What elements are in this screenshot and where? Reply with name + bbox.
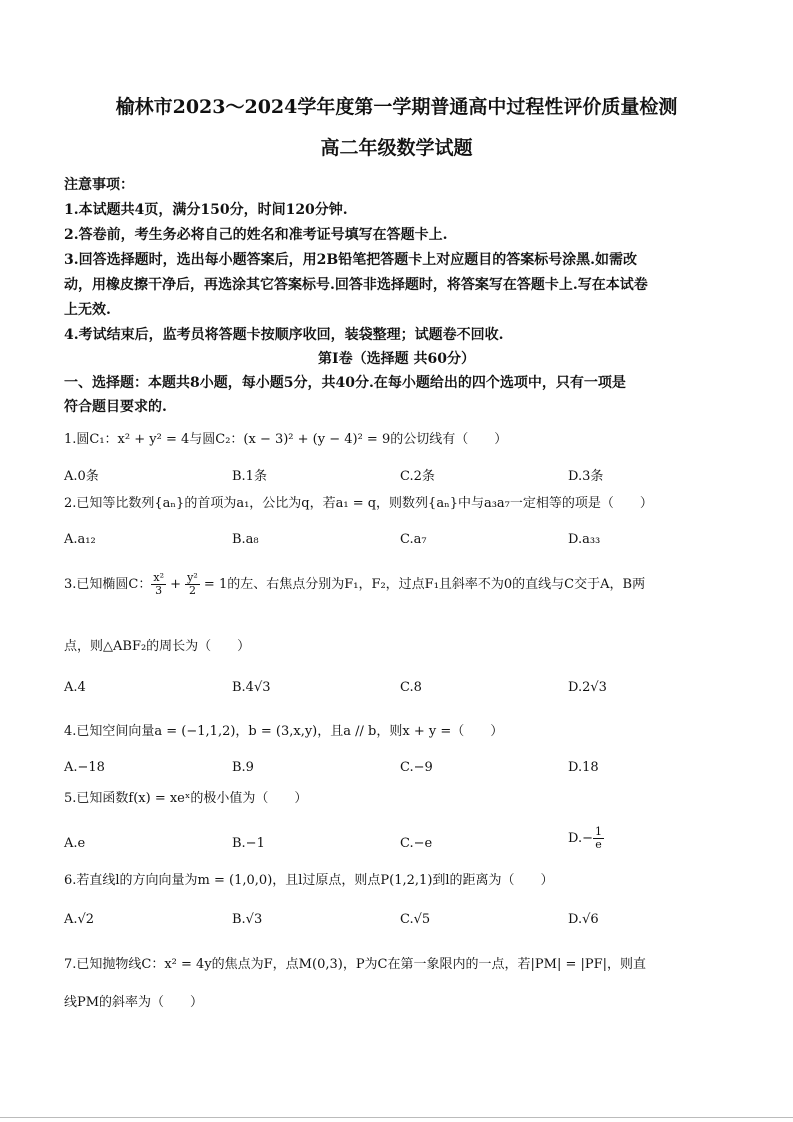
q6-option-b: B.√3: [232, 912, 263, 927]
q5-optd-num: 1: [594, 825, 602, 838]
question-4: 4.已知空间向量a = (−1,1,2)，b = (3,x,y)，且a // b，则x + y =（ ）: [64, 724, 504, 739]
q3-option-a: A.4: [64, 680, 86, 695]
notice-item-3a: 3.回答选择题时，选出每小题答案后，用2B铅笔把答题卡上对应题目的答案标号涂黑.如需改: [64, 252, 638, 268]
q5-option-c: C.−e: [400, 836, 433, 851]
q3-fraction-x: [151, 572, 166, 597]
q4-option-b: B.9: [232, 760, 254, 775]
section-heading-b: 符合题目要求的.: [64, 399, 167, 415]
q6-option-d: D.√6: [568, 912, 599, 927]
q5-optd-den: e: [595, 838, 602, 851]
q1-option-a: A.0条: [64, 469, 99, 484]
question-7: 7.已知抛物线C：x² = 4y的焦点为F，点M(0,3)，P为C在第一象限内的一点，若|PM| = |PF|，则直: [64, 957, 647, 972]
q3-frac2-den: 2: [188, 584, 196, 597]
q2-option-d: D.a₃₃: [568, 532, 601, 547]
q1-option-b: B.1条: [232, 469, 267, 484]
q3-frac2-num: y²: [187, 571, 198, 584]
section-heading-a: 一、选择题：本题共8小题，每小题5分，共40分.在每小题给出的四个选项中，只有一项是: [64, 375, 626, 391]
q5-option-a: A.e: [64, 836, 86, 851]
q3-frac1-num: x²: [153, 571, 164, 584]
q3-suffix: = 1的左、右焦点分别为F₁，F₂，过点F₁且斜率不为0的直线与C交于A，B两: [199, 577, 646, 592]
q3-option-b: B.4√3: [232, 680, 271, 695]
notice-item-1: 1.本试题共4页，满分150分，时间120分钟.: [64, 202, 348, 218]
notice-item-3b: 动，用橡皮擦干净后，再选涂其它答案标号.回答非选择题时，将答案写在答题卡上.写在本试卷: [64, 277, 648, 293]
question-1: 1.圆C₁：x² + y² = 4与圆C₂：(x − 3)² + (y − 4)² = 9的公切线有（ ）: [64, 432, 508, 447]
question-6: 6.若直线l的方向向量为m = (1,0,0)，且l过原点，则点P(1,2,1)到l的距离为（ ）: [64, 873, 554, 888]
q5-option-b: B.−1: [232, 836, 265, 851]
question-5: 5.已知函数f(x) = xeˣ的极小值为（ ）: [64, 791, 308, 806]
q6-option-c: C.√5: [400, 912, 431, 927]
notice-item-4: 4.考试结束后，监考员将答题卡按顺序收回，装袋整理；试题卷不回收.: [64, 327, 504, 343]
notice-item-2: 2.答卷前，考生务必将自己的姓名和准考证号填写在答题卡上.: [64, 227, 448, 243]
notice-heading: 注意事项：: [64, 177, 134, 193]
question-2: 2.已知等比数列{aₙ}的首项为a₁，公比为q，若a₁ = q，则数列{aₙ}中与a₃a₇一定相等的项是（ ）: [64, 496, 653, 511]
q2-option-a: A.a₁₂: [64, 532, 96, 547]
q3-prefix: 3.已知椭圆C：: [64, 577, 152, 592]
q4-option-d: D.18: [568, 760, 599, 775]
q3-frac1-den: 3: [155, 584, 163, 597]
bottom-divider: [0, 1117, 793, 1118]
q2-option-c: C.a₇: [400, 532, 427, 547]
q3-option-d: D.2√3: [568, 680, 607, 695]
notice-item-3c: 上无效.: [64, 302, 111, 318]
q1-option-d: D.3条: [568, 469, 604, 484]
q3-option-c: C.8: [400, 680, 422, 695]
question-3-line2: 点，则△ABF₂的周长为（ ）: [64, 639, 251, 654]
q5-option-d: [568, 826, 604, 851]
part1-heading: 第Ⅰ卷（选择题 共60分）: [318, 351, 475, 367]
question-7-line2: 线PM的斜率为（ ）: [64, 995, 204, 1010]
q5-option-d-prefix: D.−: [568, 831, 593, 846]
q2-option-b: B.a₈: [232, 532, 259, 547]
q6-option-a: A.√2: [64, 912, 95, 927]
exam-title: 榆林市2023～2024学年度第一学期普通高中过程性评价质量检测: [115, 96, 678, 118]
q3-plus: +: [165, 577, 186, 592]
q4-option-a: A.−18: [64, 760, 105, 775]
question-3: [64, 572, 645, 597]
q1-option-c: C.2条: [400, 469, 435, 484]
q4-option-c: C.−9: [400, 760, 433, 775]
q5-option-d-fraction: [593, 826, 604, 851]
exam-subtitle: 高二年级数学试题: [320, 137, 473, 159]
q3-fraction-y: [185, 572, 200, 597]
